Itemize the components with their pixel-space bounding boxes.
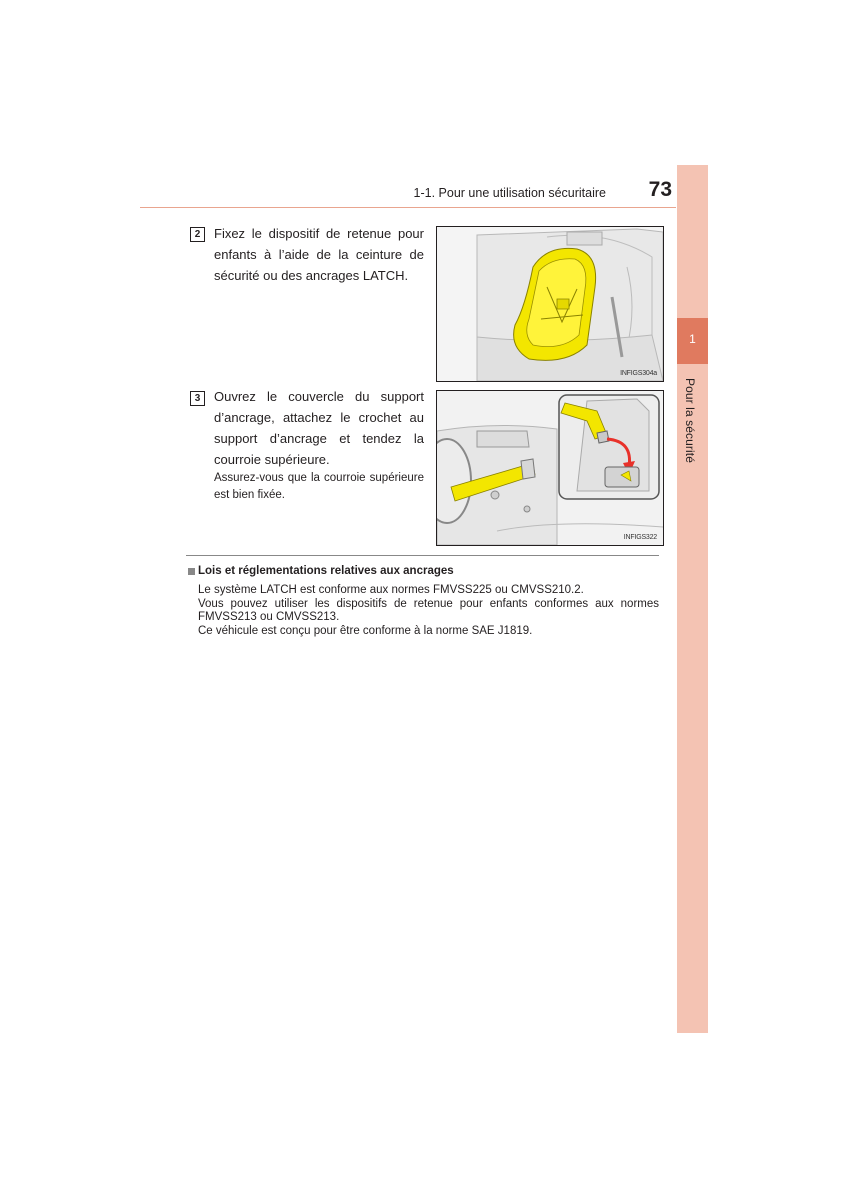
- step-number-badge: 2: [190, 227, 205, 242]
- page-number: 73: [648, 178, 672, 201]
- chapter-number: 1: [689, 332, 696, 346]
- info-paragraph: [198, 584, 659, 638]
- chapter-tab-strip: [677, 165, 708, 1033]
- info-line: Vous pouvez utiliser les dispositifs de retenue pour enfants conformes aux normes FMVSS213 ou CMVSS213.: [198, 597, 659, 623]
- section-header-title: 1-1. Pour une utilisation sécuritaire: [413, 186, 606, 200]
- section-title: Lois et réglementations relatives aux ancrages: [198, 565, 454, 577]
- chapter-label: Pour la sécurité: [683, 378, 697, 463]
- step-instruction: Ouvrez le couvercle du support d’ancrage, attachez le crochet au support d’ancrage et tendez la courroie supérieure.: [214, 389, 424, 467]
- anchor-hook-illustration: [436, 390, 664, 546]
- step-note: Assurez-vous que la courroie supérieure est bien fixée.: [214, 472, 424, 501]
- child-seat-drawing: [437, 227, 663, 381]
- info-line: Ce véhicule est conçu pour être conforme à la norme SAE J1819.: [198, 624, 533, 637]
- header-divider: [140, 207, 676, 208]
- child-seat-illustration: [436, 226, 664, 382]
- step-number-badge: 3: [190, 391, 205, 406]
- anchor-hook-drawing: [437, 391, 663, 545]
- figure-code: INFIGS304a: [620, 370, 657, 377]
- section-bullet-icon: [188, 568, 195, 575]
- figure-code: INFIGS322: [623, 534, 657, 541]
- info-line: Le système LATCH est conforme aux normes FMVSS225 ou CMVSS210.2.: [198, 584, 584, 596]
- step-instruction: Fixez le dispositif de retenue pour enfants à l’aide de la ceinture de sécurité ou des ancrages LATCH.: [214, 226, 424, 283]
- section-divider: [186, 555, 659, 556]
